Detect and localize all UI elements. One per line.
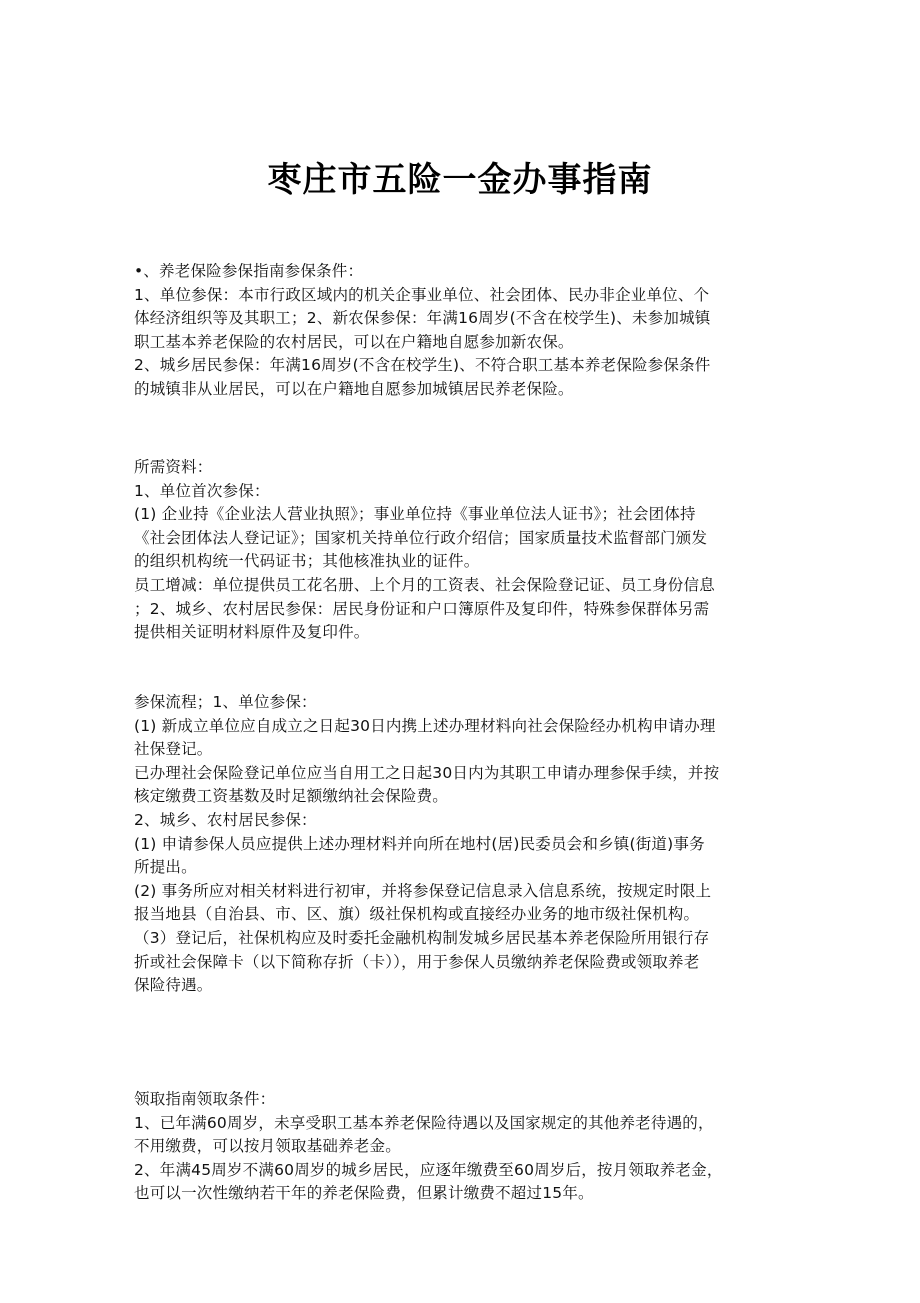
text-line: 折或社会保障卡（以下简称存折（卡）），用于参保人员缴纳养老保险费或领取养老 <box>134 952 700 971</box>
text-line: 的城镇非从业居民，可以在户籍地自愿参加城镇居民养老保险。 <box>134 379 574 398</box>
text-line: 职工基本养老保险的农村居民，可以在户籍地自愿参加新农保。 <box>134 332 574 351</box>
text-line: 1、单位首次参保： <box>134 481 270 500</box>
text-line: 1、单位参保：本市行政区域内的机关企事业单位、社会团体、民办非企业单位、个 <box>134 285 710 304</box>
section-enrollment-process <box>134 691 784 998</box>
section-claim-conditions <box>134 1088 784 1206</box>
text-line: 核定缴费工资基数及时足额缴纳社会保险费。 <box>134 787 449 806</box>
section-required-materials <box>134 456 784 645</box>
text-line: 领取指南领取条件： <box>134 1090 276 1108</box>
text-line: 体经济组织等及其职工；2、新农保参保：年满16周岁(不含在校学生)、未参加城镇 <box>134 309 711 328</box>
text-line: （3）登记后，社保机构应及时委托金融机构制发城乡居民基本养老保险所用银行存 <box>134 928 710 947</box>
text-line: 参保流程；1、单位参保： <box>134 693 317 711</box>
text-line: (1) 企业持《企业法人营业执照》；事业单位持《事业单位法人证书》；社会团体持 <box>134 505 696 524</box>
text-line: •、养老保险参保指南参保条件： <box>134 262 364 280</box>
text-line: 报当地县（自治县、市、区、旗）级社保机构或直接经办业务的地市级社保机构。 <box>134 905 700 924</box>
text-line: 也可以一次性缴纳若干年的养老保险费，但累计缴费不超过15年。 <box>134 1184 594 1203</box>
text-line: (2) 事务所应对相关材料进行初审，并将参保登记信息录入信息系统，按规定时限上 <box>134 881 712 900</box>
text-line: 提供相关证明材料原件及复印件。 <box>134 623 370 642</box>
document-title: 枣庄市五险一金办事指南 <box>267 160 653 200</box>
text-line: 保险待遇。 <box>134 976 213 995</box>
section-pension-eligibility <box>134 260 784 402</box>
text-line: 1、已年满60周岁，未享受职工基本养老保险待遇以及国家规定的其他养老待遇的， <box>134 1113 714 1132</box>
text-line: 不用缴费，可以按月领取基础养老金。 <box>134 1137 401 1156</box>
text-line: 2、年满45周岁不满60周岁的城乡居民，应逐年缴费至60周岁后，按月领取养老金， <box>134 1160 723 1179</box>
text-line: 2、城乡、农村居民参保： <box>134 810 317 829</box>
text-line: 的组织机构统一代码证书；其他核准执业的证件。 <box>134 552 480 571</box>
text-line: 所提出。 <box>134 858 197 877</box>
text-line: (1) 申请参保人员应提供上述办理材料并向所在地村(居)民委员会和乡镇(街道)事务 <box>134 834 705 853</box>
text-line: 已办理社会保险登记单位应当自用工之日起30日内为其职工申请办理参保手续，并按 <box>134 763 720 782</box>
text-line: 员工增减：单位提供员工花名册、上个月的工资表、社会保险登记证、员工身份信息 <box>134 575 715 594</box>
text-line: (1) 新成立单位应自成立之日起30日内携上述办理材料向社会保险经办机构申请办理 <box>134 716 716 735</box>
text-line: ；2、城乡、农村居民参保：居民身份证和户口簿原件及复印件，特殊参保群体另需 <box>134 599 710 618</box>
text-line: 所需资料： <box>134 458 213 476</box>
text-line: 社保登记。 <box>134 740 213 759</box>
text-line: 2、城乡居民参保：年满16周岁(不含在校学生)、不符合职工基本养老保险参保条件 <box>134 356 711 375</box>
text-line: 《社会团体法人登记证》；国家机关持单位行政介绍信；国家质量技术监督部门颁发 <box>134 528 708 547</box>
